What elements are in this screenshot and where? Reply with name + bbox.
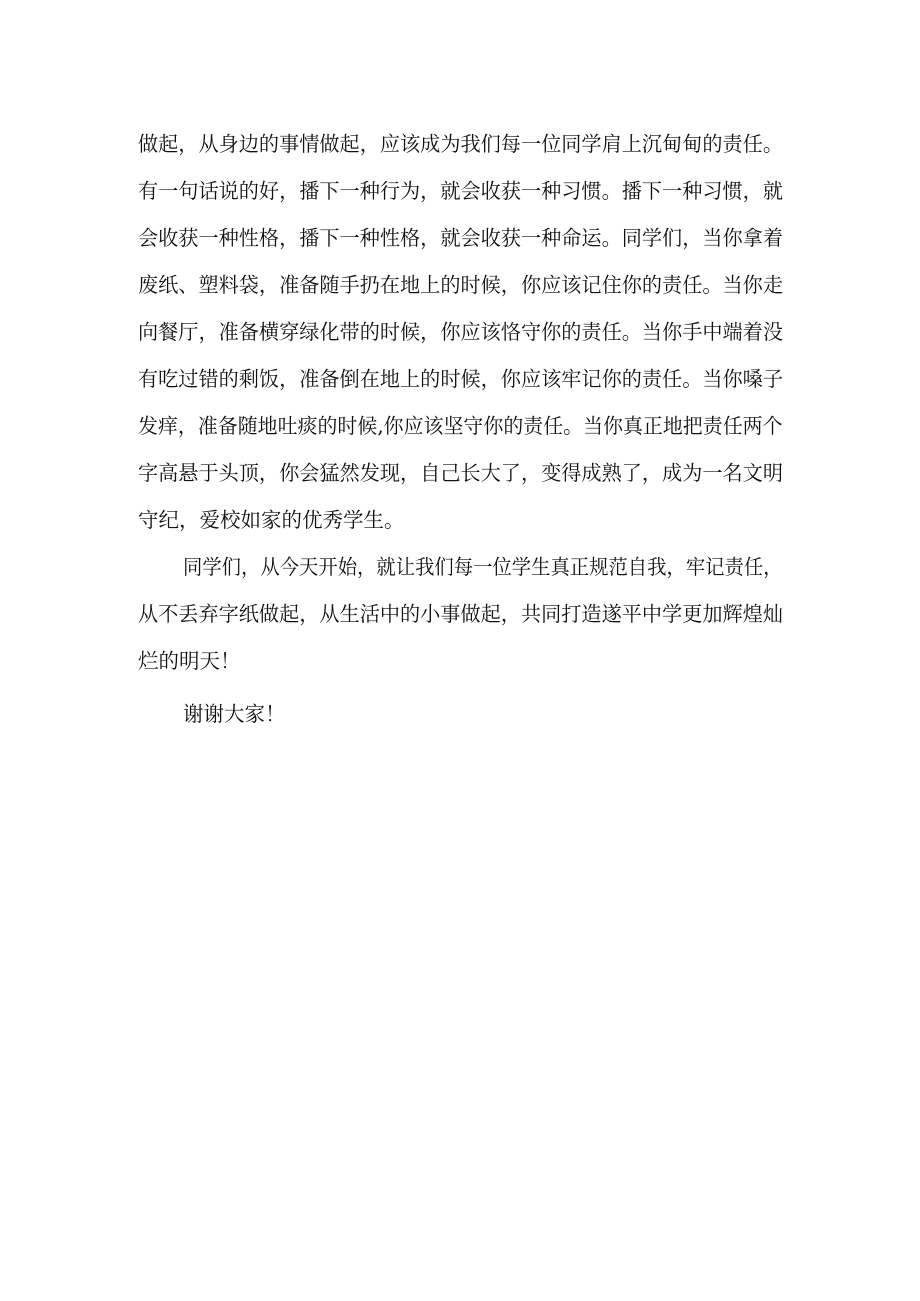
paragraph-2 — [138, 550, 783, 691]
line-text: 从不丢弃字纸做起，从生活中的小事做起，共同打造遂平中学更加辉煌灿 — [138, 602, 783, 626]
speech-body — [138, 127, 783, 744]
text-line — [138, 597, 783, 644]
text-line — [138, 127, 783, 174]
text-line — [138, 644, 783, 691]
text-line — [138, 268, 783, 315]
line-text: 有一句话说的好，播下一种行为，就会收获一种习惯。播下一种习惯，就 — [138, 179, 783, 203]
text-line — [138, 550, 783, 597]
line-text: 会收获一种性格，播下一种性格，就会收获一种命运。同学们，当你拿着 — [138, 226, 783, 250]
text-line — [138, 174, 783, 221]
line-text: 同学们，从今天开始，就让我们每一位学生真正规范自我，牢记责任， — [183, 555, 783, 579]
line-text: 废纸、塑料袋，准备随手扔在地上的时候，你应该记住你的责任。当你走 — [138, 273, 783, 297]
closing-text: 谢谢大家！ — [183, 702, 286, 726]
line-text: 发痒，准备随地吐痰的时候,你应该坚守你的责任。当你真正地把责任两个 — [138, 414, 783, 438]
text-line — [138, 362, 783, 409]
line-text: 做起，从身边的事情做起，应该成为我们每一位同学肩上沉甸甸的责任。 — [138, 132, 783, 156]
text-line — [138, 221, 783, 268]
text-line — [138, 315, 783, 362]
text-line — [138, 456, 783, 503]
line-text: 有吃过错的剩饭，准备倒在地上的时候，你应该牢记你的责任。当你嗓子 — [138, 367, 783, 391]
line-text: 向餐厅，准备横穿绿化带的时候，你应该恪守你的责任。当你手中端着没 — [138, 320, 783, 344]
paragraph-1 — [138, 127, 783, 550]
text-line — [138, 409, 783, 456]
line-text: 守纪，爱校如家的优秀学生。 — [138, 508, 405, 532]
line-text: 烂的明天！ — [138, 649, 241, 673]
text-line — [138, 503, 783, 550]
line-text: 字高悬于头顶，你会猛然发现，自己长大了，变得成熟了，成为一名文明 — [138, 461, 783, 485]
closing-line — [138, 697, 783, 744]
